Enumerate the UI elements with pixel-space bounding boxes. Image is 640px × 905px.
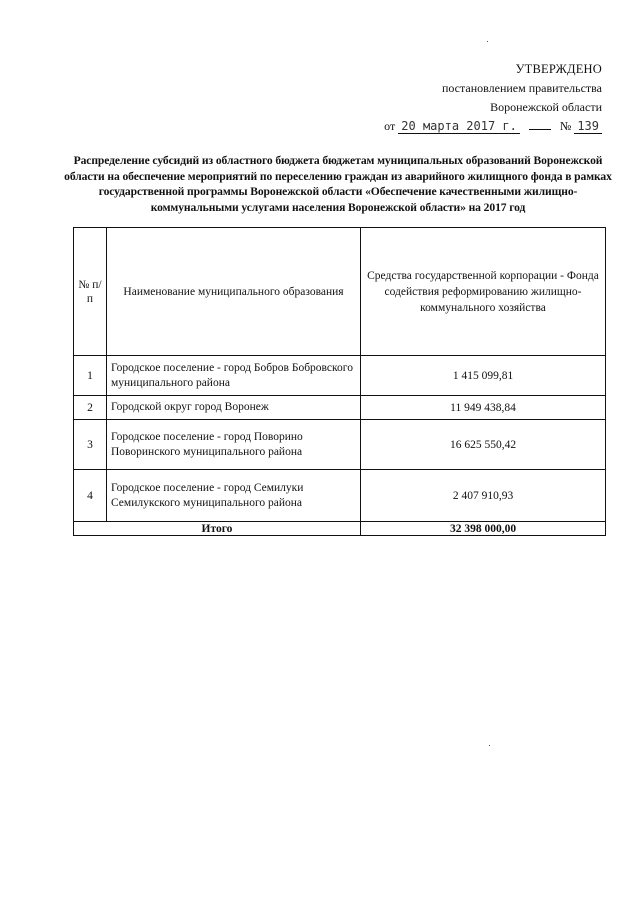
number-prefix: № — [559, 119, 572, 133]
header-num: № п/п — [74, 228, 107, 356]
table-total-row — [74, 522, 606, 536]
document-title: Распределение субсидий из областного бюджета бюджетам муниципальных образований Воронежской области на обеспечение мероприятий по переселению граждан из аварийного жилищного фонда в рамках государственной программы Воронежской области «Обеспечение качественными жилищно-коммунальными услугами населения Воронежской области» на 2017 год — [64, 154, 612, 214]
row-name: Городское поселение - город Семилуки Семилукского муниципального района — [107, 470, 361, 522]
row-num: 1 — [74, 356, 107, 396]
subsidy-table — [73, 227, 606, 536]
row-name: Городской округ город Воронеж — [107, 396, 361, 420]
row-amount: 11 949 438,84 — [361, 396, 606, 420]
row-num: 3 — [74, 420, 107, 470]
row-name: Городское поселение - город Бобров Бобровского муниципального района — [107, 356, 361, 396]
row-amount: 1 415 099,81 — [361, 356, 606, 396]
approval-line-1: постановлением правительства — [441, 81, 602, 95]
approval-block — [384, 60, 602, 136]
row-amount: 2 407 910,93 — [361, 470, 606, 522]
table-row — [74, 470, 606, 522]
row-name: Городское поселение - город Поворино Поворинского муниципального района — [107, 420, 361, 470]
row-num: 4 — [74, 470, 107, 522]
approval-line-2: Воронежской области — [490, 100, 602, 114]
table-row — [74, 420, 606, 470]
approval-date-line — [384, 117, 602, 136]
row-amount: 16 625 550,42 — [361, 420, 606, 470]
table-header-row — [74, 228, 606, 356]
table-row — [74, 356, 606, 396]
handwritten-number: 139 — [574, 119, 602, 134]
blank-underline — [529, 128, 551, 130]
scan-speck — [487, 41, 488, 42]
row-num: 2 — [74, 396, 107, 420]
header-name: Наименование муниципального образования — [107, 228, 361, 356]
header-funds: Средства государственной корпорации - Фонда содействия реформированию жилищно-коммунального хозяйства — [361, 228, 606, 356]
total-label: Итого — [74, 522, 361, 536]
total-amount: 32 398 000,00 — [361, 522, 606, 536]
approved-label: УТВЕРЖДЕНО — [515, 62, 602, 76]
handwritten-date: 20 марта 2017 г. — [398, 119, 520, 134]
scan-speck — [489, 745, 490, 746]
table-row — [74, 396, 606, 420]
date-prefix: от — [384, 119, 396, 133]
